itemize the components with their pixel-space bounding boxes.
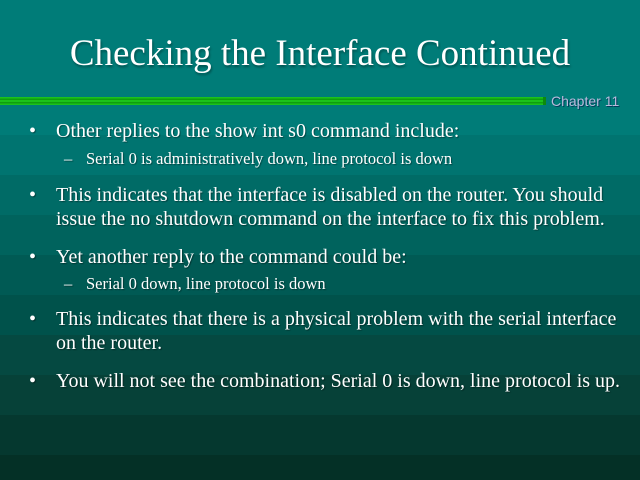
slide-title: Checking the Interface Continued [69,33,571,74]
bullet-icon: • [29,246,37,268]
bullet-text: This indicates that there is a physical problem with the serial interface on the router. [56,308,617,354]
bullet-icon: • [29,184,37,206]
bullet-item [20,307,622,355]
bullet-icon: • [29,120,37,142]
sub-bullet-text: Serial 0 is administratively down, line protocol is down [86,149,453,168]
bullet-item [20,119,622,143]
bullet-text: You will not see the combination; Serial 0 is down, line protocol is up. [56,370,621,392]
bullet-text: Yet another reply to the command could be: [56,246,407,268]
dash-icon: – [64,274,73,293]
sub-bullet-text: Serial 0 down, line protocol is down [86,274,326,293]
bullet-item [20,183,622,231]
divider-rule [0,97,546,105]
bullet-item [20,369,622,393]
chapter-badge: Chapter 11 [551,93,620,109]
bullet-text: This indicates that the interface is disabled on the router. You should issue the no shutdown command on the interface to fix this problem. [56,184,605,230]
bullet-item [20,245,622,269]
dash-icon: – [64,149,73,168]
bullet-text: Other replies to the show int s0 command include: [56,120,460,142]
slide-body [20,117,622,393]
bullet-icon: • [29,308,37,330]
sub-bullet-item [20,274,622,294]
bullet-icon: • [29,370,37,392]
sub-bullet-item [20,149,622,169]
